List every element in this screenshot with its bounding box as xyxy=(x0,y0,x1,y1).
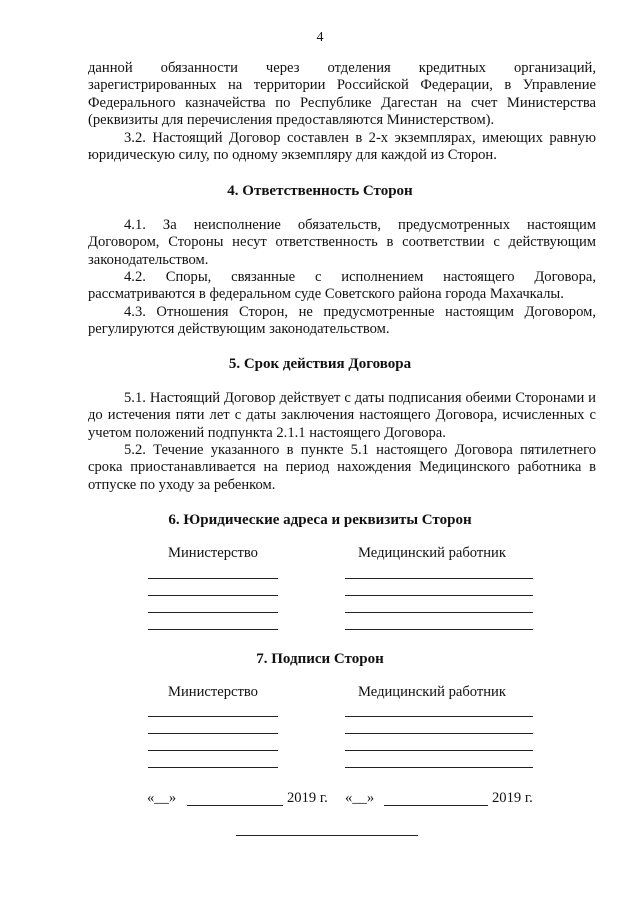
requisites-worker-line xyxy=(345,578,533,579)
section-4-title: 4. Ответственность Сторон xyxy=(227,183,413,199)
date-month-line-left xyxy=(187,805,283,806)
date-day-right: «__» xyxy=(345,790,375,806)
paragraph-4-1: 4.1. За неисполнение обязательств, предусмотренных настоящим Договором, Стороны несут ответственность в соответствии с действующим законодательством. xyxy=(88,217,596,268)
date-day-left: «__» xyxy=(147,790,177,806)
requisites-ministry-line xyxy=(148,612,278,613)
requisites-worker-line xyxy=(345,595,533,596)
intro-paragraph: данной обязанности через отделения кредитных организаций, зарегистрированных на территории Российской Федерации, в Управление Федерального казначейства по Республике Дагестан на счет Министерства (реквизиты для перечисления предоставляются Министерством). xyxy=(88,60,596,128)
footer-rule xyxy=(236,835,418,836)
paragraph-5-2: 5.2. Течение указанного в пункте 5.1 настоящего Договора пятилетнего срока приостанавливается на период нахождения Медицинского работника в отпуске по уходу за ребенком. xyxy=(88,442,596,493)
paragraph-5-1: 5.1. Настоящий Договор действует с даты подписания обеими Сторонами и до истечения пяти лет с даты заключения настоящего Договора, исчисленных с учетом положений подпункта 2.1.1 настоящего Договора. xyxy=(88,390,596,441)
requisites-worker-line xyxy=(345,612,533,613)
requisites-ministry-line xyxy=(148,629,278,630)
paragraph-4-3: 4.3. Отношения Сторон, не предусмотренные настоящим Договором, регулируются действующим законодательством. xyxy=(88,304,596,338)
signature-ministry-line xyxy=(148,716,278,717)
date-year-right: 2019 г. xyxy=(492,790,533,806)
paragraph-3-2: 3.2. Настоящий Договор составлен в 2-х экземплярах, имеющих равную юридическую силу, по одному экземпляру для каждой из Сторон. xyxy=(88,130,596,164)
section-6-title: 6. Юридические адреса и реквизиты Сторон xyxy=(168,512,472,528)
requisites-ministry-line xyxy=(148,595,278,596)
date-month-line-right xyxy=(384,805,488,806)
signature-ministry-label: Министерство xyxy=(168,684,258,700)
requisites-worker-label: Медицинский работник xyxy=(358,545,506,561)
requisites-worker-line xyxy=(345,629,533,630)
section-5-title: 5. Срок действия Договора xyxy=(228,356,412,372)
signature-worker-line xyxy=(345,767,533,768)
requisites-ministry-label: Министерство xyxy=(168,545,258,561)
signature-worker-line xyxy=(345,716,533,717)
signature-worker-line xyxy=(345,733,533,734)
signature-ministry-line xyxy=(148,750,278,751)
page-number: 4 xyxy=(316,30,324,45)
signature-ministry-line xyxy=(148,733,278,734)
requisites-ministry-line xyxy=(148,578,278,579)
date-year-left: 2019 г. xyxy=(287,790,328,806)
paragraph-4-2: 4.2. Споры, связанные с исполнением настоящего Договора, рассматриваются в федеральном суде Советского района города Махачкалы. xyxy=(88,269,596,303)
signature-ministry-line xyxy=(148,767,278,768)
signature-worker-label: Медицинский работник xyxy=(358,684,506,700)
section-7-title: 7. Подписи Сторон xyxy=(256,651,384,667)
signature-worker-line xyxy=(345,750,533,751)
